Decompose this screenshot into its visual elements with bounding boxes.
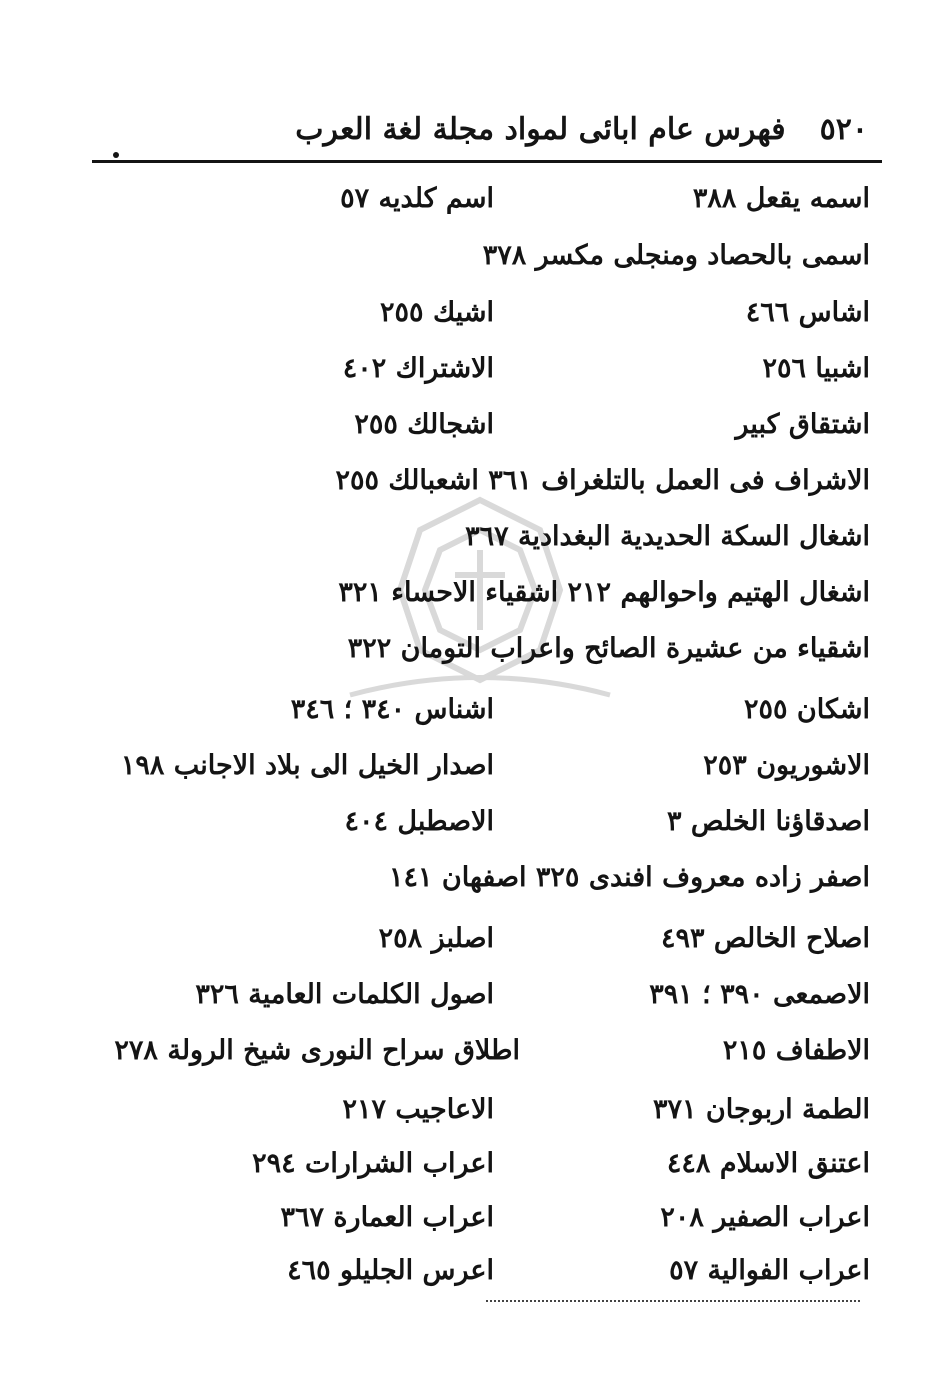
index-entry: اعراب العمارة ٣٦٧ xyxy=(280,1202,494,1233)
index-entry: الاصمعى ٣٩٠ ؛ ٣٩١ xyxy=(649,979,870,1010)
index-entry: اعتنق الاسلام ٤٤٨ xyxy=(666,1148,870,1179)
index-row xyxy=(90,1082,870,1138)
index-entry: اصفر زاده معروف افندى ٣٢٥ اصفهان ١٤١ xyxy=(389,862,870,893)
index-row xyxy=(90,794,870,850)
index-row xyxy=(90,509,870,565)
index-entry: اعراب الفوالية ٥٧ xyxy=(669,1255,870,1286)
index-row xyxy=(90,285,870,341)
index-row xyxy=(90,171,870,227)
index-row xyxy=(90,341,870,397)
index-entry: اشاس ٤٦٦ xyxy=(745,297,870,328)
index-entry: اشبيا ٢٥٦ xyxy=(762,353,870,384)
index-entry: اشكان ٢٥٥ xyxy=(743,694,870,725)
index-entry: اسمى بالحصاد ومنجلى مكسر ٣٧٨ xyxy=(482,240,870,271)
index-row xyxy=(90,1023,870,1079)
index-entry: الطمة اربوجان ٣٧١ xyxy=(652,1094,870,1125)
index-entry: اشتقاق كبير xyxy=(735,409,870,440)
index-entry: اسم كلديه ٥٧ xyxy=(340,183,494,214)
index-entry: الاطفاف ٢١٥ xyxy=(722,1035,870,1066)
index-row xyxy=(90,228,870,284)
index-row xyxy=(90,621,870,677)
index-row xyxy=(90,1136,870,1192)
index-entry: اعراب الشرارات ٢٩٤ xyxy=(252,1148,494,1179)
index-row xyxy=(90,738,870,794)
index-entry: اشجالك ٢٥٥ xyxy=(354,409,494,440)
footer-rule xyxy=(486,1300,860,1304)
index-row xyxy=(90,1190,870,1246)
page-header xyxy=(268,104,868,154)
index-entry: اصدقاؤنا الخلص ٣ xyxy=(666,806,870,837)
index-entry: اصلبز ٢٥٨ xyxy=(378,923,494,954)
index-entry: الاعاجيب ٢١٧ xyxy=(342,1094,494,1125)
index-entry: الاصطبل ٤٠٤ xyxy=(344,806,494,837)
index-row xyxy=(90,911,870,967)
index-entry: اطلاق سراح النورى شيخ الرولة ٢٧٨ xyxy=(114,1035,520,1066)
index-entry: اعرس الجليلو ٤٦٥ xyxy=(287,1255,494,1286)
index-row xyxy=(90,565,870,621)
index-entry: اصدار الخيل الى بلاد الاجانب ١٩٨ xyxy=(120,750,494,781)
index-entry: اسمه يقعل ٣٨٨ xyxy=(692,183,870,214)
index-row xyxy=(90,682,870,738)
page-title: فهرس عام ابائى لمواد مجلة لغة العرب xyxy=(295,111,786,147)
index-entry: اشناس ٣٤٠ ؛ ٣٤٦ xyxy=(290,694,494,725)
index-entry: اشغال الهتيم واحوالهم ٢١٢ اشقياء الاحساء ٣٢١ xyxy=(338,577,870,608)
index-entry: الاشوريون ٢٥٣ xyxy=(703,750,870,781)
index-entry: اصلاح الخالص ٤٩٣ xyxy=(661,923,870,954)
index-entry: اشغال السكة الحديدية البغدادية ٣٦٧ xyxy=(465,521,870,552)
index-row xyxy=(90,397,870,453)
header-dot xyxy=(113,152,119,158)
index-row xyxy=(90,850,870,906)
index-entry: الاشتراك ٤٠٢ xyxy=(342,353,494,384)
index-entry: اشيك ٢٥٥ xyxy=(380,297,494,328)
header-rule xyxy=(92,160,882,163)
index-row xyxy=(90,1243,870,1299)
index-entry: اصول الكلمات العامية ٣٢٦ xyxy=(195,979,494,1010)
index-entry: اعراب الصفير ٢٠٨ xyxy=(660,1202,870,1233)
index-row xyxy=(90,453,870,509)
index-entry: الاشراف فى العمل بالتلغراف ٣٦١ اشعبالك ٢٥٥ xyxy=(335,465,870,496)
page-number: ٥٢٠ xyxy=(819,111,868,147)
index-row xyxy=(90,967,870,1023)
index-entry: اشقياء من عشيرة الصائح واعراب التومان ٣٢٢ xyxy=(347,633,870,664)
